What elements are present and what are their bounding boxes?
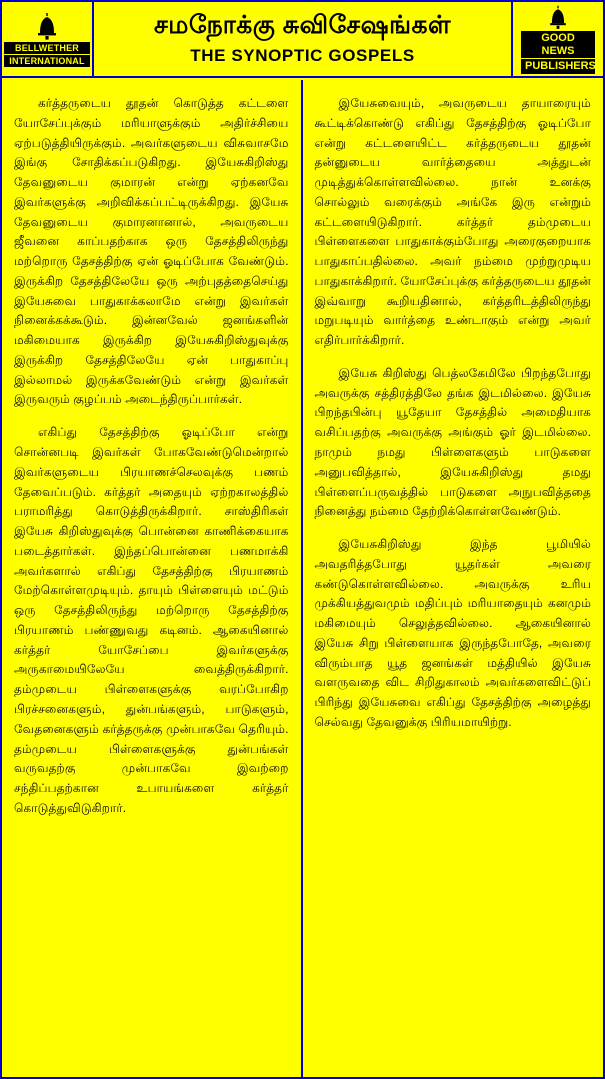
paragraph: இயேசுவையும், அவருடைய தாயாரையும் கூட்டிக்கொண்டு எகிப்து தேசத்திற்கு ஓடிப்போ என்று கட்டளையிட்ட கர்த்தருடைய தூதன் தன்னுடைய வார்த்தையை அத்துடன் முடித்துக்கொள்ளவில்லை. நான் உனக்கு சொல்லும் வரைக்கும் அங்கே இரு என்றும் கட்டளையிடுகிறார். கர்த்தர் தம்முடைய பிள்ளைகளை பாதுகாக்கும்போது அரைகுறையாக பாதுகாப்பதில்லை. அவர் நம்மை முற்றுமுடிய பாதுகாக்கிறார். யோசேப்புக்கு கர்த்தருடைய தூதன் இவ்வாறு கூறியதினால், கர்த்தரிடத்திலிருந்து மறுபடியும் வார்த்தை உண்டாகும் என்று அவர் எதிர்பார்க்கிறார். [314,96,591,348]
paragraph: எகிப்து தேசத்திற்கு ஓடிப்போ என்று சொன்னபடி இவர்கள் போகவேண்டுமென்றால் இவர்களுடைய பிரயாணச்செலவுக்கு பணம் தேவைப்படும். கர்த்தர் அதையும் ஏற்றகாலத்தில் பராமரித்து கொடுத்திருக்கிறார். சாஸ்திரிகள் இயேசு கிறிஸ்துவுக்கு பொன்னை காணிக்கையாக படைத்தார்கள். இந்தப்பொன்னை பணமாக்கி அவர்களால் எகிப்து தேசத்திற்கு பிரயாணம் மேற்கொள்ளமுடியும். தாயும் பிள்ளையும் மட்டும் ஒரு தேசத்திலிருந்து மற்றொரு தேசத்திற்கு பிரயாணம் பண்ணுவது கடினம். ஆகையினால் கர்த்தர் யோசேப்பை இவர்களுக்கு அருகாமையிலேயே வைத்திருக்கிறார். தம்முடைய பிள்ளைகளுக்கு வரப்போகிற பிரச்சனைகளும், துன்பங்களும், பாடுகளும், வேதனைகளும் கர்த்தருக்கு முன்பாகவே தெரியும். தம்முடைய பிள்ளைகளுக்கு துன்பங்கள் வருவதற்கு முன்பாகவே இவற்றை சந்திப்பதற்கான உபாயங்களை கர்த்தர் கொடுத்துவிடுகிறார். [14,425,289,815]
publisher-logo-left [2,2,94,76]
paragraph: இயேசுகிறிஸ்து இந்த பூமியில் அவதரித்தபோது யூதர்கள் அவரை கண்டுகொள்ளவில்லை. அவருக்கு உரிய முக்கியத்துவமும் மதிப்பும் மரியாதையும் கனமும் மகிமையும் செலுத்தவில்லை. ஆகையினால் இயேசு சிறு பிள்ளையாக இருந்தபோதே, அவரை விரும்பாத யூத ஜனங்கள் மத்தியில் இயேசு வளருவதை விட சிறிதுகாலம் அவர்களைவிட்டுப் பிரிந்து இயேசுவை எகிப்து தேசத்திற்கு அழைத்து செல்வது தேவனுக்கு பிரியமாயிற்று. [314,537,591,729]
body-area [2,80,603,1077]
publisher-right-line1: GOOD NEWS [521,31,595,58]
column-right [303,80,604,1077]
paragraph: கர்த்தருடைய தூதன் கொடுத்த கட்டளை யோசேப்புக்கும் மரியாளுக்கும் அதிர்ச்சியை ஏற்படுத்தியிருக்கும். அவர்களுடைய விசுவாசமே இங்கு சோதிக்கப்படுகிறது. இயேசுகிறிஸ்து தேவனுடைய குமாரன் என்று ஏற்கனவே இவர்களுக்கு அறிவிக்கப்பட்டிருக்கிறது. இயேசு தேவனுடைய குமாரனானால், அவருடைய ஜீவனை காப்பதற்காக ஒரு தேசத்திலிருந்து மற்றொரு தேசத்திற்கு ஏன் ஓடிப்போக வேண்டும். இருக்கிற தேசத்திலேயே ஒரு அற்புதத்தைசெய்து இயேசுவை பாதுகாக்கலாமே என்று இவர்கள் நினைக்கக்கூடும். இன்னவேல் ஜனங்களின் மகிமையாக இருக்கிற இயேசுகிறிஸ்துவுக்கு இருக்கிற தேசத்திலேயே ஏன் பாதுகாப்பு இல்லாமல் இருக்கவேண்டும் என்று இவர்கள் இருவரும் குழப்பம் அடைந்திருப்பார்கள். [14,96,289,407]
bell-icon [545,4,571,30]
column-left [2,80,303,1077]
page-title-tamil: சமநோக்கு சுவிசேஷங்கள் [153,10,452,39]
page-title-english: THE SYNOPTIC GOSPELS [190,46,415,66]
masthead [2,2,603,78]
publisher-logo-right [511,2,603,76]
publisher-left-line2: INTERNATIONAL [4,55,90,67]
bell-icon [34,11,60,41]
title-block [94,2,511,76]
paragraph: இயேசு கிறிஸ்து பெத்லகேமிலே பிறந்தபோது அவருக்கு சத்திரத்திலே தங்க இடமில்லை. இயேசு பிறந்தபின்பு யூதேயா தேசத்தில் அமைதியாக வசிப்பதற்கு அவருக்கு அங்கும் ஓர் இடமில்லை. நாமும் நமது பிள்ளைகளும் பாடுகளை அனுபவித்தால், இயேசுகிறிஸ்து தமது பிள்ளைப்பருவத்தில் பாடுகளை அநுபவித்ததை நினைத்து நம்மை தேற்றிக்கொள்ளவேண்டும். [314,365,591,519]
publisher-right-line2: PUBLISHERS [521,59,595,74]
publisher-left-line1: BELLWETHER [4,42,90,54]
